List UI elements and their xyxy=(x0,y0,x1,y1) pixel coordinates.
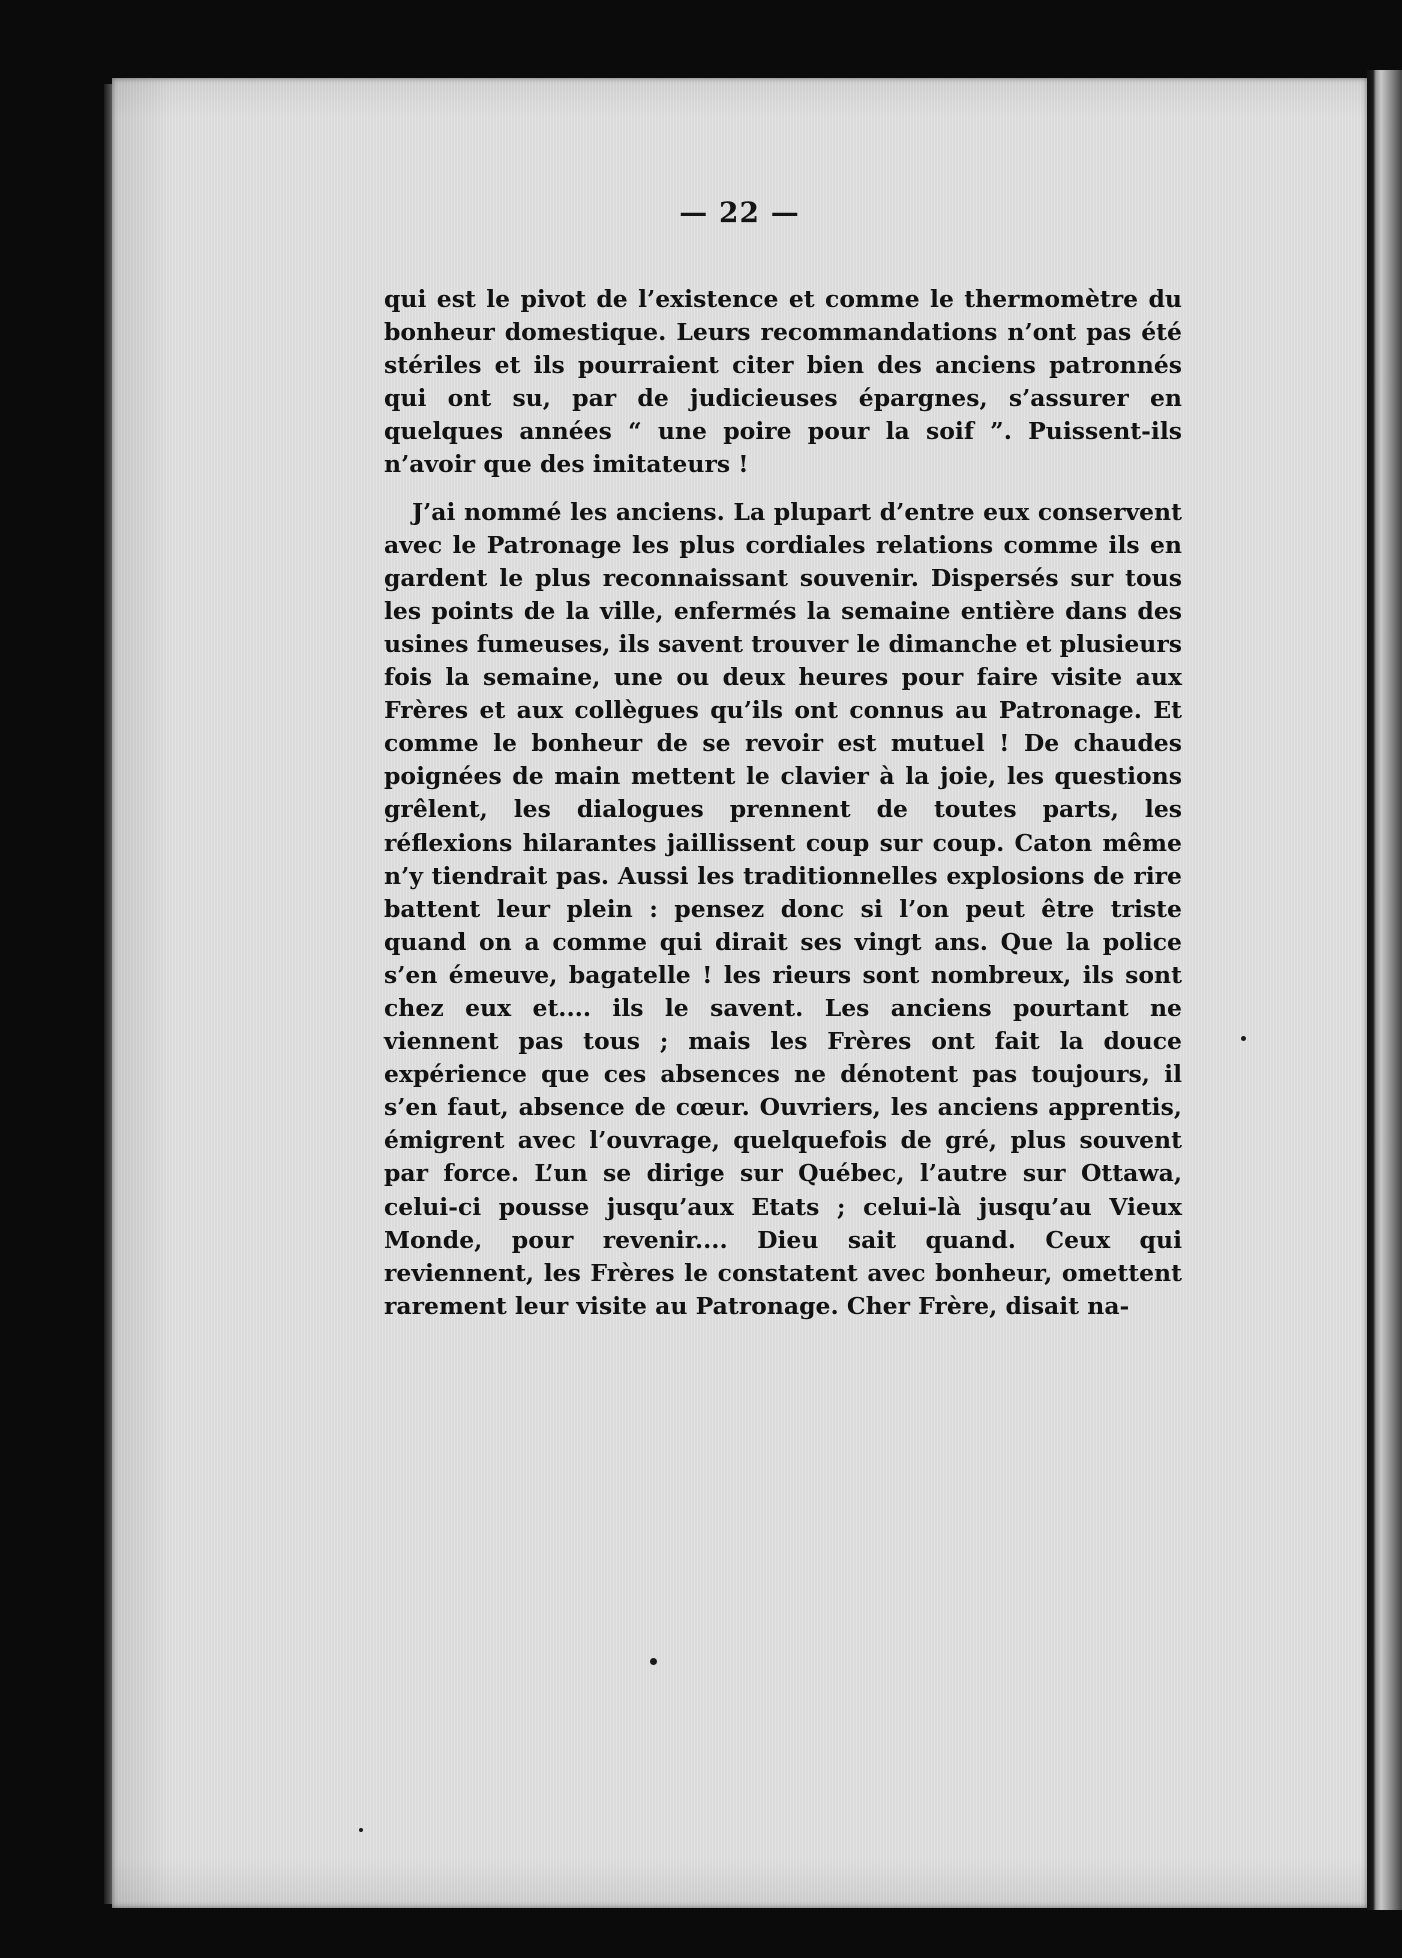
book-page xyxy=(112,78,1367,1908)
paragraph-2: J’ai nommé les anciens. La plupart d’entre eux conservent avec le Patronage les plus cordiales relations comme ils en gardent le plus reconnaissant souvenir. Dispersés sur tous les points de la ville, enfermés la semaine entière dans des usines fumeuses, ils savent trouver le dimanche et plusieurs fois la semaine, une ou deux heures pour faire visite aux Frères et aux collègues qu’ils ont connus au Patronage. Et comme le bonheur de se revoir est mutuel ! De chaudes poignées de main mettent le clavier à la joie, les questions grêlent, les dialogues prennent de toutes parts, les réflexions hilarantes jaillissent coup sur coup. Caton même n’y tiendrait pas. Aussi les traditionnelles explosions de rire battent leur plein : pensez donc si l’on peut être triste quand on a comme qui dirait ses vingt ans. Que la police s’en émeuve, bagatelle ! les rieurs sont nombreux, ils sont chez eux et.... ils le savent. Les anciens pourtant ne viennent pas tous ; mais les Frères ont fait la douce expérience que ces absences ne dénotent pas toujours, il s’en faut, absence de cœur. Ouvriers, les anciens apprentis, émigrent avec l’ouvrage, quelquefois de gré, plus souvent par force. L’un se dirige sur Québec, l’autre sur Ottawa, celui-ci pousse jusqu’aux Etats ; celui-là jusqu’au Vieux Monde, pour revenir.... Dieu sait quand. Ceux qui reviennent, les Frères le constatent avec bonheur, omettent rarement leur visite au Patronage. Cher Frère, disait na- xyxy=(384,497,1182,1320)
ink-speck xyxy=(650,1658,657,1665)
paragraph-1: qui est le pivot de l’existence et comme le thermomètre du bonheur domestique. Leurs recommandations n’ont pas été stériles et ils pourraient citer bien des anciens patronnés qui ont su, par de judicieuses épargnes, s’assurer en quelques années “ une poire pour la soif ”. Puissent-ils n’avoir que des imitateurs ! xyxy=(384,285,1182,479)
ink-speck xyxy=(1241,1036,1246,1041)
ink-speck xyxy=(359,1828,363,1832)
page-body-text xyxy=(384,283,1182,1323)
adjacent-page-edge xyxy=(1367,70,1402,1910)
page-number: — 22 — xyxy=(679,196,800,229)
